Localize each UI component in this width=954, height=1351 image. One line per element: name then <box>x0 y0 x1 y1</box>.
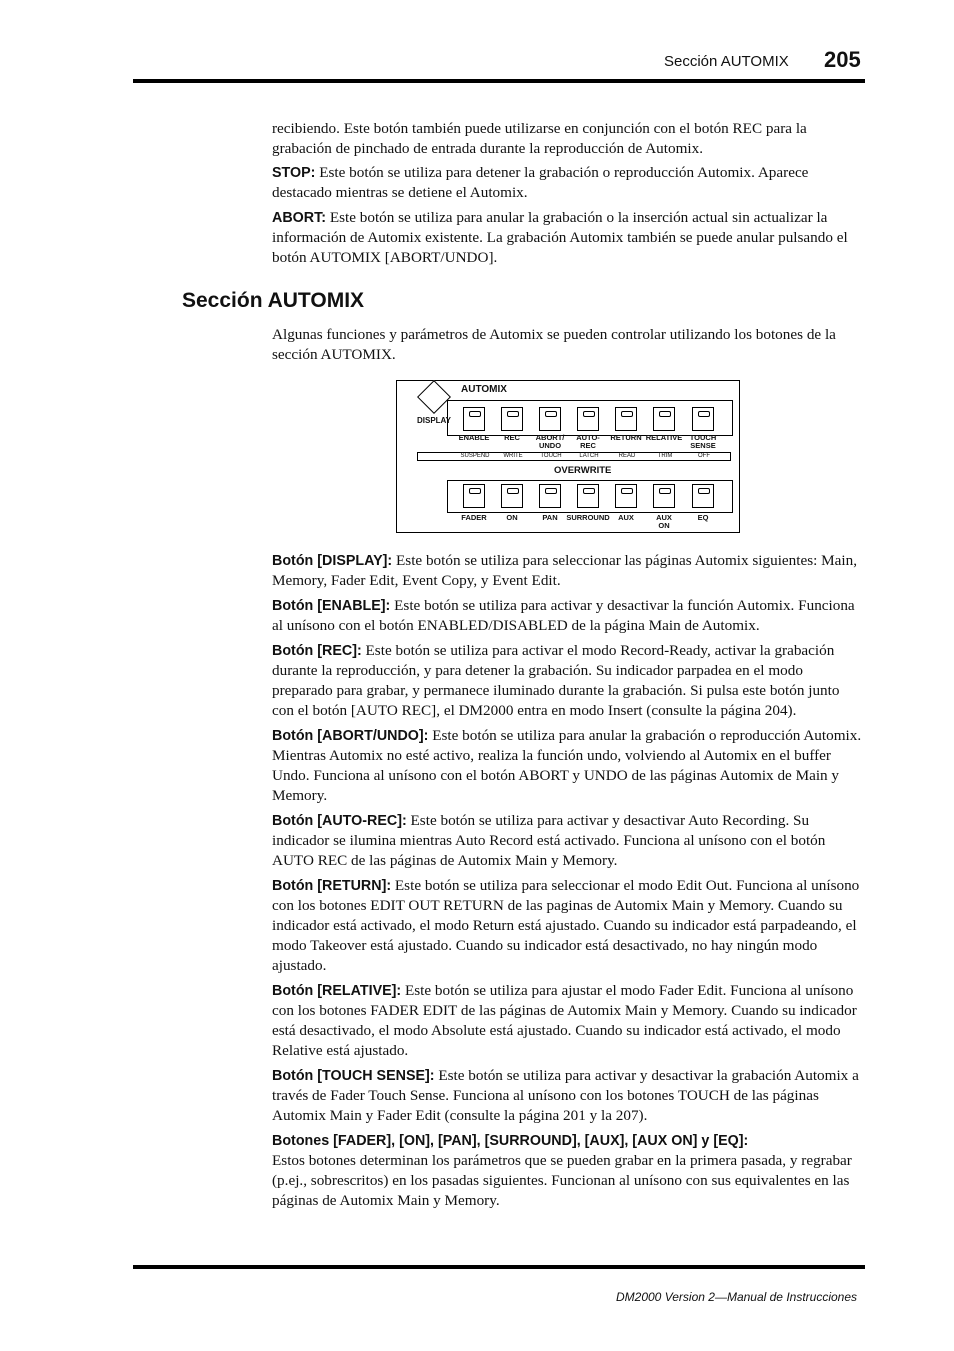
description-paragraph <box>272 641 864 721</box>
relative-label: RELATIVE <box>645 433 683 442</box>
description-term: Botón [TOUCH SENSE]: <box>272 1068 435 1084</box>
auto-rec-button <box>577 407 599 431</box>
stop-paragraph <box>272 163 864 203</box>
running-header: Sección AUTOMIX <box>664 53 789 70</box>
description-text: Este botón se utiliza para activar y desactivar Auto Recording. Su indicador se ilumina mientras Auto Record está activado. Funciona al unísono con el botón AUTO REC de las páginas de Automix Main y Memory. <box>272 812 826 869</box>
abort-term: ABORT: <box>272 210 327 226</box>
description-term: Botón [AUTO-REC]: <box>272 813 407 829</box>
section-title: Sección AUTOMIX <box>182 289 365 312</box>
description-text: Este botón se utiliza para anular la grabación o reproducción Automix. Mientras Automix no esté activo, realiza la función undo, volviendo al Automix en el buffer Undo. Funciona al unísono con el botón ABORT y UNDO de las páginas Automix de Main y Memory. <box>272 727 862 804</box>
aux-label: AUX <box>618 513 634 522</box>
on-label: ON <box>506 513 518 522</box>
automix-panel-figure <box>396 380 740 533</box>
abort-paragraph <box>272 208 864 268</box>
on-button <box>501 484 523 508</box>
figure-title: AUTOMIX <box>461 384 507 395</box>
description-text: Este botón se utiliza para seleccionar el modo Edit Out. Funciona al unísono con los botones EDIT OUT RETURN de las paginas de Automix Main y Memory. Cuando su indicador está activado, el modo Return está ajustado. Cuando su indicador está parpadeando, el modo Takeover está ajustado. Cuando su indicador está desactivado, no hay ningún modo ajustado. <box>272 877 860 974</box>
description-paragraph <box>272 876 864 976</box>
footer-rule <box>133 1265 865 1269</box>
description-paragraph <box>272 726 864 806</box>
abort-undo-label: ABORT/ UNDO <box>535 433 565 450</box>
eq-label: EQ <box>697 513 709 522</box>
stop-text: Este botón se utiliza para detener la grabación o reproducción Automix. Aparece destacado mientras se detiene el Automix. <box>272 164 809 201</box>
intro-text: recibiendo. Este botón también puede utilizarse en conjunción con el botón REC para la grabación de pinchado de entrada durante la reproducción de Automix. <box>272 120 807 157</box>
description-text: Estos botones determinan los parámetros que se pueden grabar en la primera pasada, y regrabar (p.ej., sobrescritos) en los pasadas siguientes. Funcionan al unísono con sus equivalentes en las páginas de Automix Main y Memory. <box>272 1152 852 1209</box>
section-lead: Algunas funciones y parámetros de Automix se pueden controlar utilizando los botones de la sección AUTOMIX. <box>272 326 836 363</box>
rec-button <box>501 407 523 431</box>
description-paragraph <box>272 811 864 871</box>
description-term: Botón [DISPLAY]: <box>272 553 393 569</box>
enable-led-icon <box>469 411 481 417</box>
description-term: Botón [ABORT/UNDO]: <box>272 728 429 744</box>
description-term: Botón [ENABLE]: <box>272 598 391 614</box>
enable-label: ENABLE <box>458 433 490 442</box>
surround-button <box>577 484 599 508</box>
description-paragraph <box>272 1131 864 1211</box>
touch-sense-led-icon <box>698 411 710 417</box>
header-rule <box>133 79 865 83</box>
auto-rec-led-icon <box>583 411 595 417</box>
relative-led-icon <box>659 411 671 417</box>
eq-led-icon <box>698 488 710 494</box>
overwrite-label: OVERWRITE <box>554 465 612 476</box>
auto-rec-label: AUTO- REC <box>576 433 600 450</box>
description-text: Este botón se utiliza para activar y desactivar la grabación Automix a través de Fader Touch Sense. Funciona al unísono con los botones TOUCH de las páginas Automix Main y Fader Edit (consulte la página 201 y la 207). <box>272 1067 859 1124</box>
shift-label: TRIM <box>657 453 673 459</box>
description-term: Botón [RETURN]: <box>272 878 392 894</box>
description-text: Este botón se utiliza para activar el modo Record-Ready, activar la grabación durante la reproducción, y para detener la grabación. Su indicador parpadea en el modo preparado para grabar, y permanece iluminado durante la grabación. Si pulsa este botón junto con el botón [AUTO REC], el DM2000 entra en modo Insert (consulte la página 204). <box>272 642 840 719</box>
page-number: 205 <box>824 47 861 72</box>
pan-label: PAN <box>542 513 558 522</box>
shift-label: OFF <box>698 453 710 459</box>
description-paragraph <box>272 981 864 1061</box>
surround-led-icon <box>583 488 595 494</box>
shift-label: READ <box>618 453 636 459</box>
stop-term: STOP: <box>272 165 316 181</box>
shift-label: TOUCH <box>540 453 562 459</box>
pan-button <box>539 484 561 508</box>
aux-on-button <box>653 484 675 508</box>
fader-label: FADER <box>461 513 487 522</box>
description-text: Este botón se utiliza para ajustar el modo Fader Edit. Funciona al unísono con los botones FADER EDIT de las páginas de Automix Main y Memory. Cuando su indicador está desactivado, el modo Absolute está ajustado. Cuando su indicador está activado, el modo Relative está ajustado. <box>272 982 857 1059</box>
abort-undo-button <box>539 407 561 431</box>
intro-paragraph <box>272 119 864 159</box>
aux-on-label: AUX ON <box>656 513 672 530</box>
shift-label-bar <box>417 452 731 461</box>
enable-button <box>463 407 485 431</box>
shift-label: LATCH <box>579 453 599 459</box>
description-text: Este botón se utiliza para activar y desactivar la función Automix. Funciona al unísono con el botón ENABLED/DISABLED de la página Main de Automix. <box>272 597 855 634</box>
shift-label: SUSPEND <box>460 453 490 459</box>
description-term: Botón [RELATIVE]: <box>272 983 402 999</box>
fader-button <box>463 484 485 508</box>
touch-sense-label: TOUCH SENSE <box>689 433 717 450</box>
pan-led-icon <box>545 488 557 494</box>
rec-led-icon <box>507 411 519 417</box>
abort-text: Este botón se utiliza para anular la grabación o la inserción actual sin actualizar la información de Automix existente. La grabación Automix también se puede anular pulsando el botón AUTOMIX [ABORT/UNDO]. <box>272 209 848 266</box>
aux-led-icon <box>621 488 633 494</box>
description-paragraph <box>272 1066 864 1126</box>
aux-button <box>615 484 637 508</box>
description-paragraph <box>272 596 864 636</box>
abort-undo-led-icon <box>545 411 557 417</box>
return-led-icon <box>621 411 633 417</box>
eq-button <box>692 484 714 508</box>
display-label: DISPLAY <box>417 416 451 425</box>
touch-sense-button <box>692 407 714 431</box>
footer-text: DM2000 Version 2—Manual de Instrucciones <box>616 1290 858 1304</box>
display-button-icon <box>417 380 451 414</box>
on-led-icon <box>507 488 519 494</box>
shift-label: WRITE <box>503 453 523 459</box>
return-label: RETURN <box>610 433 642 442</box>
rec-label: REC <box>504 433 520 442</box>
button-descriptions <box>272 551 864 1216</box>
description-term: Botón [REC]: <box>272 643 362 659</box>
description-term: Botones [FADER], [ON], [PAN], [SURROUND], [AUX], [AUX ON] y [EQ]: <box>272 1133 749 1149</box>
return-button <box>615 407 637 431</box>
relative-button <box>653 407 675 431</box>
fader-led-icon <box>469 488 481 494</box>
description-text: Este botón se utiliza para seleccionar las páginas Automix siguientes: Main, Memory, Fader Edit, Event Copy, y Event Edit. <box>272 552 857 589</box>
description-paragraph <box>272 551 864 591</box>
aux-on-led-icon <box>659 488 671 494</box>
surround-label: SURROUND <box>566 513 610 522</box>
